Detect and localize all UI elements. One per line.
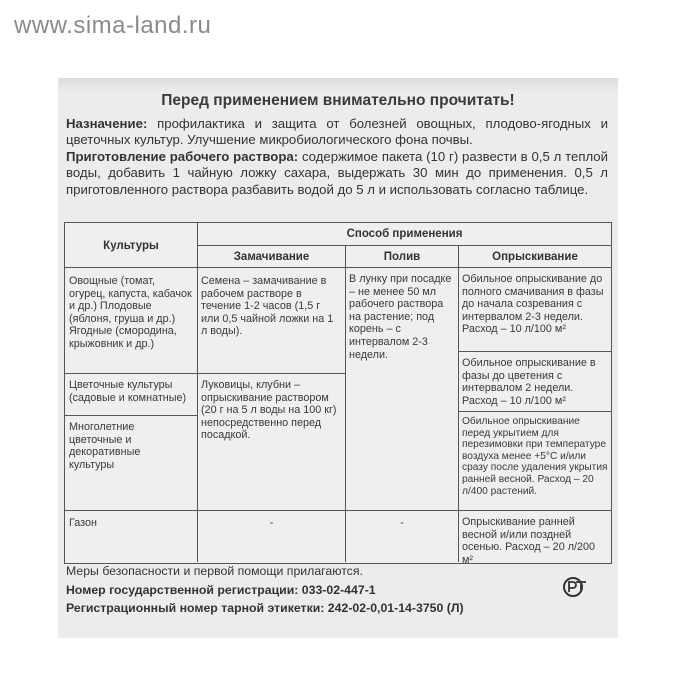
watering-main: В лунку при посадке – не менее 50 мл рабочего раствора на растение; под корень – с интервалом 2-3 недели. (349, 273, 452, 361)
rst-certification-mark (562, 576, 588, 598)
header-spraying: Опрыскивание (492, 251, 578, 263)
usage-table (64, 222, 612, 564)
safety-note: Меры безопасности и первой помощи прилагаются. (66, 564, 363, 578)
header-crops: Культуры (103, 240, 159, 252)
label-edge (58, 78, 618, 92)
purpose-text: профилактика и защита от болезней овощных, плодово-ягодных и цветочных культур. Улучшение микробиологического фона почвы. (66, 116, 608, 148)
state-registration: Номер государственной регистрации: 033-02-447-1 (66, 583, 376, 597)
header-soaking: Замачивание (233, 251, 310, 263)
header-watering: Полив (383, 251, 421, 263)
crop-perennials: Многолетние цветочные и декоративные культуры (69, 421, 141, 471)
spraying-lawn: Опрыскивание ранней весной и/или поздней осенью. Расход – 20 л/200 м² (462, 516, 596, 566)
watermark: www.sima-land.ru (14, 12, 212, 39)
purpose-paragraph (66, 116, 608, 149)
preparation-paragraph (66, 149, 608, 198)
spraying-flowers: Обильное опрыскивание в фазы до цветения с интервалом 2 недели. Расход – 10 л/100 м² (462, 357, 596, 407)
crop-lawn: Газон (69, 517, 97, 529)
spraying-perennials: Обильное опрыскивание перед укрытием для перезимовки при температуре воздуха менее +5°С и/или сразу после удаления укрытия ранней весной. Расход – 20 л/400 растений. (462, 416, 608, 497)
watering-lawn: - (400, 517, 404, 529)
preparation-text: содержимое пакета (10 г) развести в 0,5 л теплой воды, добавить 1 чайную ложку сахара, выдержать 30 мин до применения. 0,5 л приготовленного раствора разбавить водой до 5 л и использовать согласно таблице. (66, 149, 609, 197)
soaking-bulbs: Луковицы, клубни – опрыскивание раствором (20 г на 5 л воды на 100 кг) непосредственно перед посадкой. (201, 379, 337, 442)
spraying-vegetables: Обильное опрыскивание до полного смачивания в фазы до начала созревания с интервалом 2-3 недели. Расход – 10 л/100 м² (462, 273, 604, 336)
crop-vegetables-fruit-berry: Овощные (томат, огурец, капуста, кабачок и др.) Плодовые (яблоня, груша и др.) Ягодные (смородина, крыжовник и др.) (69, 275, 192, 350)
tare-registration: Регистрационный номер тарной этикетки: 242-02-0,01-14-3750 (Л) (66, 601, 464, 615)
header-method: Способ применения (346, 228, 463, 240)
product-label (58, 78, 618, 638)
soaking-lawn: - (269, 517, 274, 529)
crop-flowers: Цветочные культуры (садовые и комнатные) (69, 379, 187, 404)
purpose-label: Назначение: (66, 116, 148, 131)
preparation-label: Приготовление рабочего раствора: (66, 149, 299, 164)
soaking-seeds: Семена – замачивание в рабочем растворе в течение 1-2 часов (1,5 г или 0,5 чайной ложки на 1 л воды). (201, 275, 334, 338)
label-heading: Перед применением внимательно прочитать! (161, 92, 515, 109)
